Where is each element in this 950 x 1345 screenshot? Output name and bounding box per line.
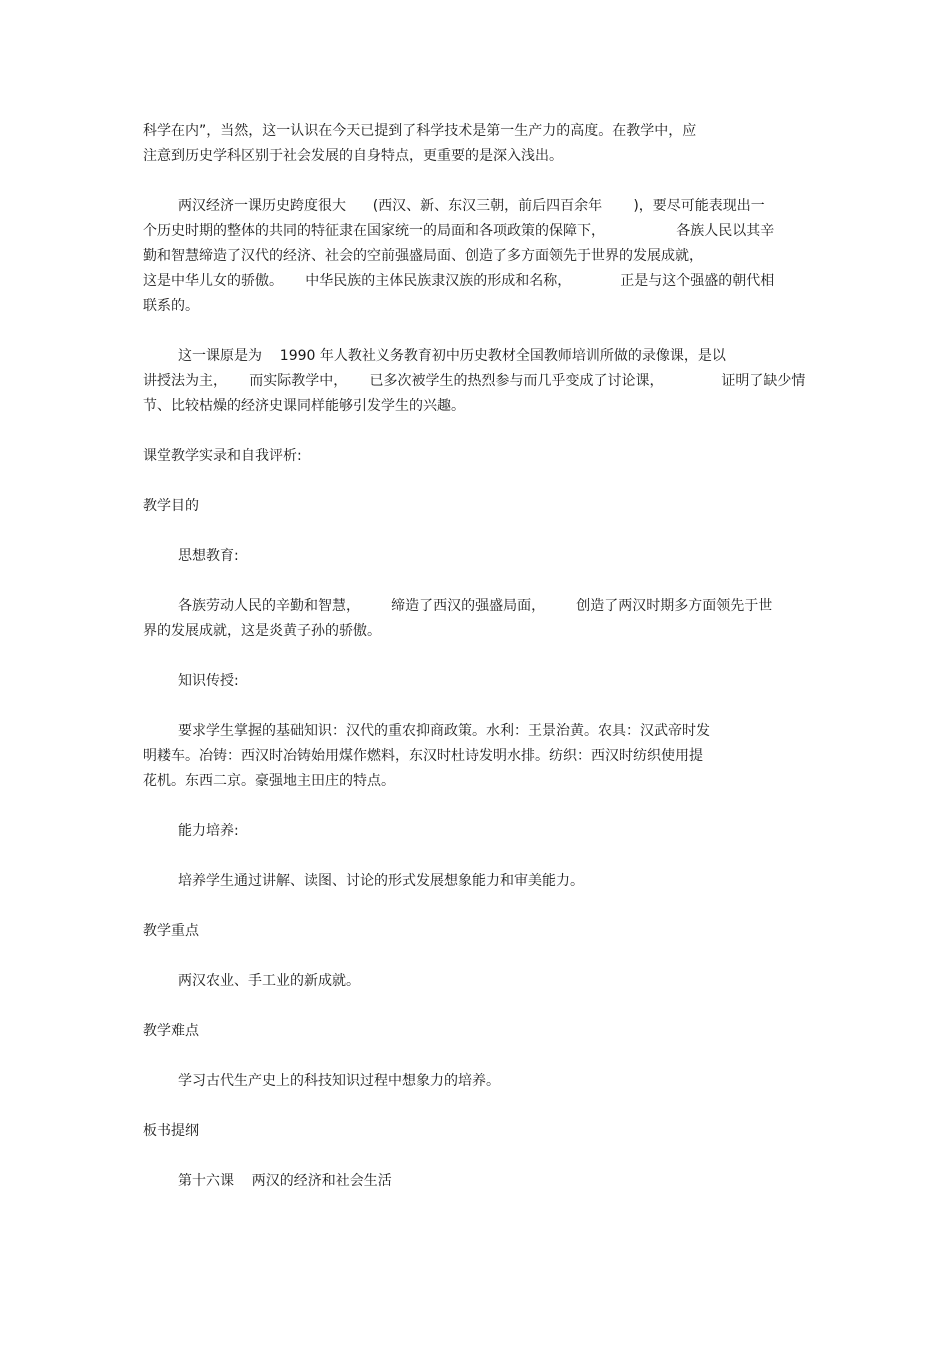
paragraph-line: 科学在内”，当然，这一认识在今天已提到了科学技术是第一生产力的高度。在教学中，应 — [143, 123, 697, 139]
paragraph-line: 两汉农业、手工业的新成就。 — [178, 973, 360, 989]
paragraph-line: 学习古代生产史上的科技知识过程中想象力的培养。 — [178, 1073, 500, 1089]
heading-difficulty: 教学难点 — [143, 1023, 199, 1039]
paragraph-line: 联系的。 — [143, 298, 199, 314]
section-heading-record: 课堂教学实录和自我评析: — [143, 448, 302, 464]
paragraph-line: 个历史时期的整体的共同的特征隶在国家统一的局面和各项政策的保障下， 各族人民以其辛 — [143, 223, 775, 239]
paragraph-line: 明耧车。冶铸：西汉时冶铸始用煤作燃料，东汉时杜诗发明水排。纺织：西汉时纺织使用提 — [143, 748, 703, 764]
paragraph-line: 花机。东西二京。豪强地主田庄的特点。 — [143, 773, 395, 789]
paragraph-line: 第十六课 两汉的经济和社会生活 — [178, 1173, 392, 1189]
heading-board: 板书提纲 — [143, 1123, 199, 1139]
paragraph-line: 培养学生通过讲解、读图、讨论的形式发展想象能力和审美能力。 — [178, 873, 584, 889]
subheading-ideology: 思想教育: — [178, 548, 239, 564]
paragraph-line: 这一课原是为 1990 年人教社义务教育初中历史教材全国教师培训所做的录像课，是以 — [178, 348, 726, 364]
paragraph-line: 节、比较枯燥的经济史课同样能够引发学生的兴趣。 — [143, 398, 465, 414]
paragraph-line: 讲授法为主， 而实际教学中， 已多次被学生的热烈参与而几乎变成了讨论课， 证明了缺少情 — [143, 373, 806, 389]
paragraph-line: 勤和智慧缔造了汉代的经济、社会的空前强盛局面、创造了多方面领先于世界的发展成就， — [143, 248, 703, 264]
paragraph-line: 界的发展成就，这是炎黄子孙的骄傲。 — [143, 623, 381, 639]
paragraph-line: 注意到历史学科区别于社会发展的自身特点，更重要的是深入浅出。 — [143, 148, 563, 164]
heading-objectives: 教学目的 — [143, 498, 199, 514]
paragraph-line: 两汉经济一课历史跨度很大 (西汉、新、东汉三朝，前后四百余年 )，要尽可能表现出一 — [178, 198, 765, 214]
subheading-ability: 能力培养: — [178, 823, 239, 839]
paragraph-line: 各族劳动人民的辛勤和智慧， 缔造了西汉的强盛局面， 创造了两汉时期多方面领先于世 — [178, 598, 773, 614]
paragraph-line: 要求学生掌握的基础知识：汉代的重农抑商政策。水利：王景治黄。农具：汉武帝时发 — [178, 723, 710, 739]
paragraph-line: 这是中华儿女的骄傲。 中华民族的主体民族隶汉族的形成和名称， 正是与这个强盛的朝代相 — [143, 273, 775, 289]
heading-focus: 教学重点 — [143, 923, 199, 939]
subheading-knowledge: 知识传授: — [178, 673, 239, 689]
